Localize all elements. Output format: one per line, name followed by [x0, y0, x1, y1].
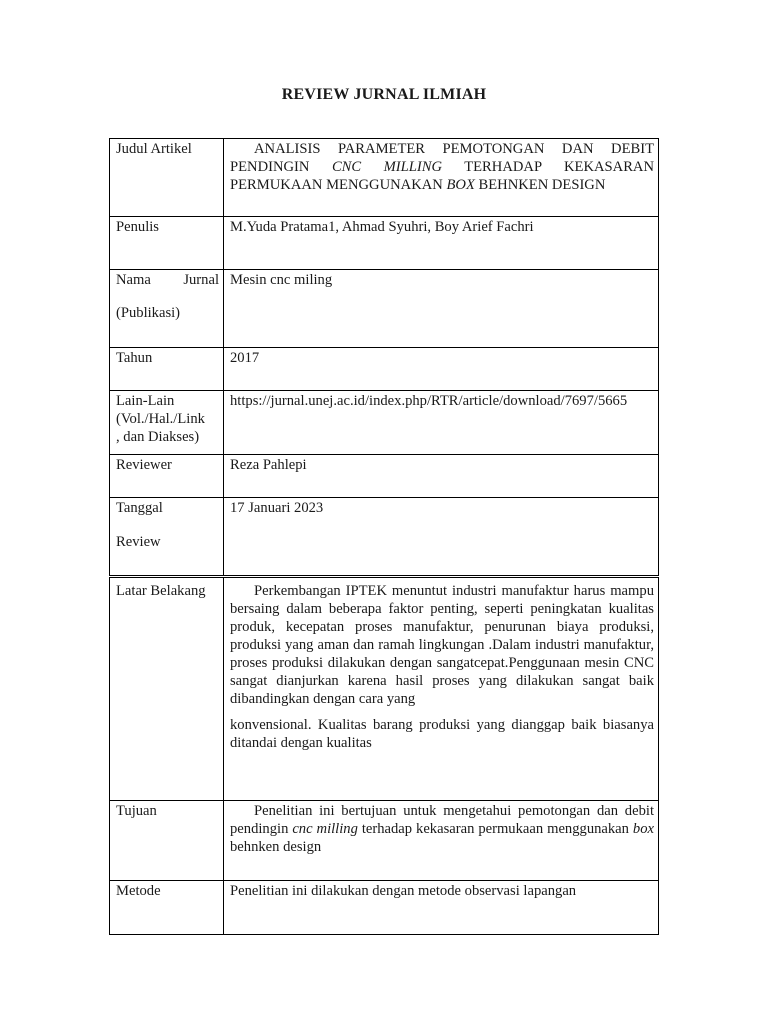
- value-reviewer: Reza Pahlepi: [224, 455, 659, 498]
- judul-line-1: ANALISIS PARAMETER PEMOTONGAN DAN DEBIT: [254, 141, 654, 157]
- label-reviewer: Reviewer: [110, 455, 224, 498]
- label-judul-artikel: Judul Artikel: [110, 139, 224, 217]
- label-tanggal-review: Tanggal Review: [110, 498, 224, 577]
- judul-line-3: PERMUKAAN MENGGUNAKAN BOX BEHNKEN DESIGN: [230, 177, 606, 193]
- row-reviewer: [110, 455, 659, 498]
- row-tanggal-review: [110, 498, 659, 577]
- value-tanggal-review: 17 Januari 2023: [224, 498, 659, 577]
- label-metode: Metode: [110, 881, 224, 935]
- value-judul-artikel: [224, 139, 659, 217]
- label-tahun: Tahun: [110, 348, 224, 391]
- value-penulis: M.Yuda Pratama1, Ahmad Syuhri, Boy Arief Fachri: [224, 217, 659, 270]
- row-penulis: [110, 217, 659, 270]
- label-lain-lain: Lain-Lain (Vol./Hal./Link , dan Diakses): [110, 391, 224, 455]
- judul-box: BOX: [446, 177, 475, 193]
- label-nama-jurnal: Nama Jurnal (Publikasi): [110, 270, 224, 348]
- tujuan-box: box: [632, 821, 654, 837]
- latar-paragraph-1: Perkembangan IPTEK menuntut industri manufaktur harus mampu bersaing dalam beberapa faktor penting, seperti peningkatan kualitas produk, kecepatan proses manufaktur, penurunan biaya produksi, produksi yang aman dan ramah lingkungan .Dalam industri manufaktur, proses produksi dilakukan dengan sangatcepat.Penggunaan mesin CNC sangat dianjurkan karena hasil proses yang dilakukan sangat baik dibandingkan dengan cara yang: [230, 583, 654, 707]
- value-nama-jurnal: Mesin cnc miling: [224, 270, 659, 348]
- judul-cnc-milling: CNC MILLING: [331, 159, 443, 175]
- page-title: REVIEW JURNAL ILMIAH: [281, 86, 487, 103]
- row-judul-artikel: [110, 139, 659, 217]
- value-metode: Penelitian ini dilakukan dengan metode observasi lapangan: [224, 881, 659, 935]
- judul-line-2: PENDINGIN CNC MILLING TERHADAP KEKASARAN: [230, 159, 655, 175]
- review-table: [109, 138, 659, 935]
- tujuan-cnc-milling: cnc milling: [292, 821, 358, 837]
- value-tahun: 2017: [224, 348, 659, 391]
- row-tujuan: [110, 801, 659, 881]
- row-nama-jurnal: [110, 270, 659, 348]
- value-tujuan: [224, 801, 659, 881]
- latar-paragraph-2: konvensional. Kualitas barang produksi yang dianggap baik biasanya ditandai dengan kualitas: [230, 717, 654, 751]
- row-latar-belakang: [110, 577, 659, 801]
- label-latar-belakang: Latar Belakang: [110, 577, 224, 801]
- tujuan-paragraph: Penelitian ini bertujuan untuk mengetahui pemotongan dan debit pendingin cnc milling terhadap kekasaran permukaan menggunakan box behnken design: [230, 803, 654, 855]
- value-latar-belakang: [224, 577, 659, 801]
- value-lain-link[interactable]: https://jurnal.unej.ac.id/index.php/RTR/article/download/7697/5665: [224, 391, 659, 455]
- row-tahun: [110, 348, 659, 391]
- label-tujuan: Tujuan: [110, 801, 224, 881]
- row-metode: [110, 881, 659, 935]
- row-lain-lain: [110, 391, 659, 455]
- label-penulis: Penulis: [110, 217, 224, 270]
